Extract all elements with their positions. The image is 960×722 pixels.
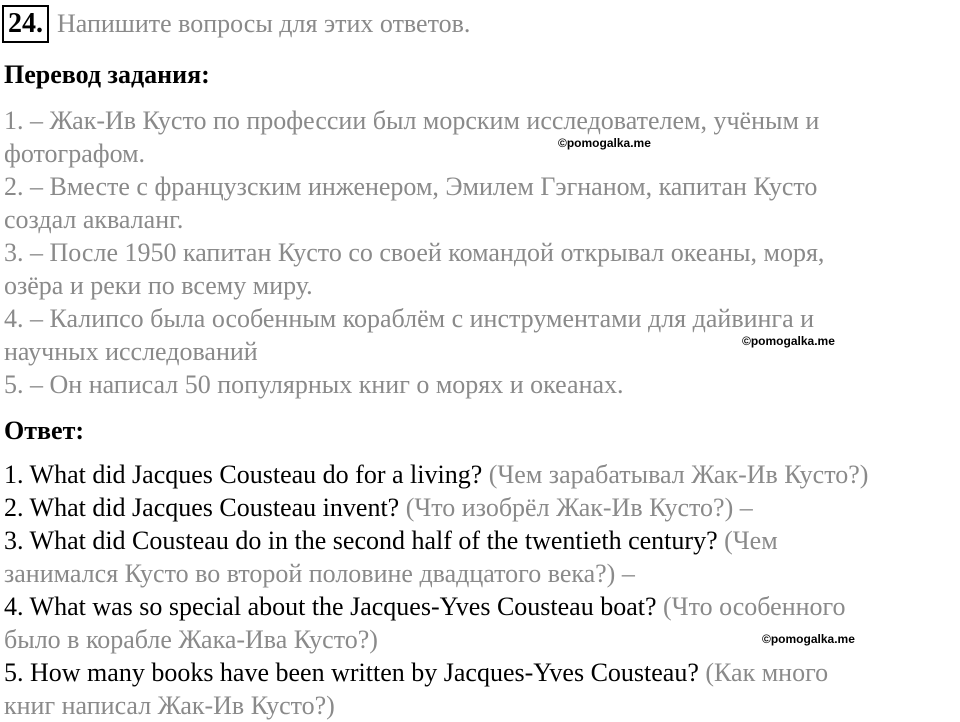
- answer-english: 3. What did Cousteau do in the second half of the twentieth century?: [4, 526, 718, 555]
- translation-line: озёра и реки по всему миру.: [4, 271, 313, 300]
- answer-line: [4, 524, 778, 557]
- translation-line: 4. – Калипсо была особенным кораблём с инструментами для дайвинга и: [4, 304, 815, 333]
- answer-line: [4, 491, 753, 524]
- answer-english: 4. What was so special about the Jacques-Yves Cousteau boat?: [4, 592, 657, 621]
- watermark: ©pomogalka.me: [762, 632, 855, 646]
- answer-english: 5. How many books have been written by Jacques-Yves Cousteau?: [4, 658, 699, 687]
- task-header: [2, 4, 470, 44]
- translation-line: 3. – После 1950 капитан Кусто со своей командой открывал океаны, моря,: [4, 238, 825, 267]
- answer-russian: было в корабле Жака-Ива Кусто?): [4, 625, 378, 654]
- watermark: ©pomogalka.me: [558, 136, 651, 150]
- answer-line: [4, 557, 635, 590]
- answer-russian: (Что изобрёл Жак-Ив Кусто?) –: [399, 493, 753, 522]
- translation-line: фотографом.: [4, 139, 146, 168]
- answer-russian: (Что особенного: [656, 592, 846, 621]
- translation-line: создал акваланг.: [4, 205, 184, 234]
- answer-line: [4, 656, 828, 689]
- task-number: 24.: [2, 5, 49, 43]
- answer-russian: (Как много: [698, 658, 829, 687]
- translation-line: 1. – Жак-Ив Кусто по профессии был морским исследователем, учёным и: [4, 106, 820, 135]
- task-instruction: Напишите вопросы для этих ответов.: [57, 9, 471, 38]
- translation-heading: Перевод задания:: [4, 60, 210, 89]
- answer-line: [4, 458, 868, 491]
- answer-english: 2. What did Jacques Cousteau invent?: [4, 493, 400, 522]
- answer-line: [4, 689, 335, 722]
- answer-line: [4, 590, 846, 623]
- answer-russian: (Чем: [717, 526, 778, 555]
- answer-heading: Ответ:: [4, 416, 85, 445]
- answer-line: [4, 623, 378, 656]
- translation-line: 5. – Он написал 50 популярных книг о морях и океанах.: [4, 370, 624, 399]
- answer-russian: (Чем зарабатывал Жак-Ив Кусто?): [482, 460, 869, 489]
- answer-english: 1. What did Jacques Cousteau do for a living?: [4, 460, 483, 489]
- answer-russian: книг написал Жак-Ив Кусто?): [4, 691, 335, 720]
- translation-line: научных исследований: [4, 337, 258, 366]
- watermark: ©pomogalka.me: [742, 334, 835, 348]
- translation-line: 2. – Вместе с французским инженером, Эмилем Гэгнаном, капитан Кусто: [4, 172, 818, 201]
- answer-russian: занимался Кусто во второй половине двадцатого века?) –: [4, 559, 635, 588]
